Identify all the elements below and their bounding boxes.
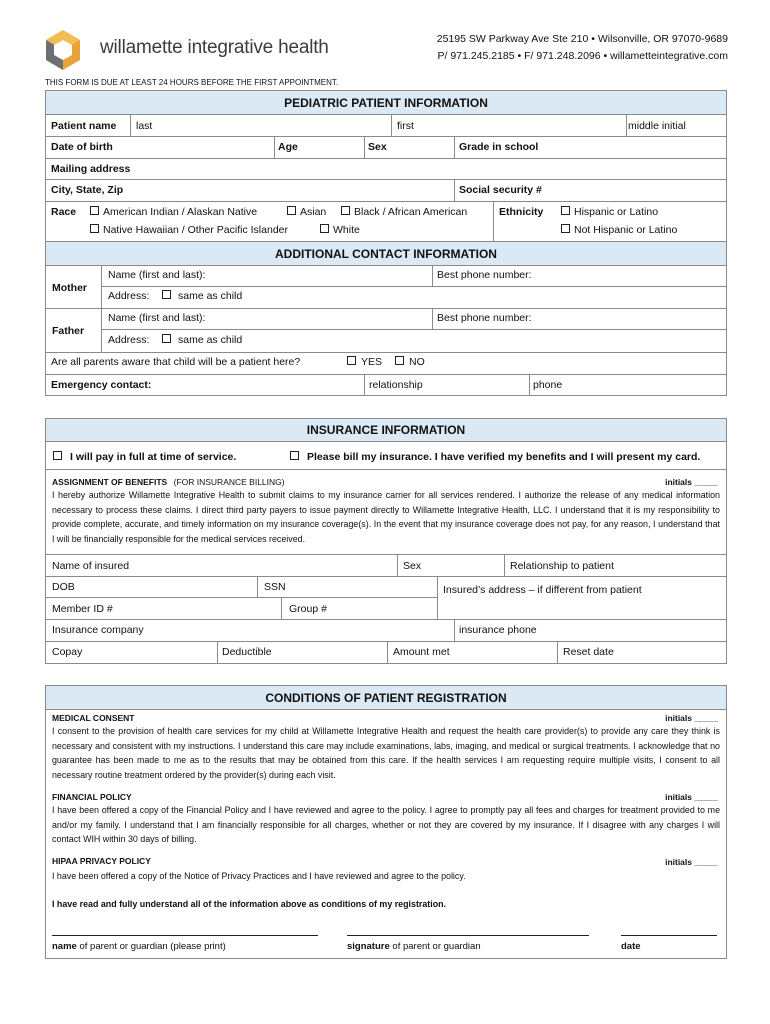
assignment-initials-field[interactable]: initials _____	[665, 477, 718, 487]
race-option: Asian	[300, 206, 327, 218]
member-id-field[interactable]: Member ID #	[52, 603, 113, 615]
father-label: Father	[52, 325, 85, 337]
date-caption: date	[621, 941, 641, 952]
mailing-field[interactable]: Mailing address	[51, 163, 131, 175]
org-contact: P/ 971.245.2185 • F/ 971.248.2096 • willametteintegrative.com	[437, 50, 728, 62]
insured-dob-field[interactable]: DOB	[52, 581, 75, 593]
group-field[interactable]: Group #	[289, 603, 327, 615]
father-address-field[interactable]: Address:	[108, 334, 150, 346]
race-label: Race	[51, 206, 77, 218]
assignment-subtitle: (FOR INSURANCE BILLING)	[173, 477, 285, 487]
father-name-field[interactable]: Name (first and last):	[108, 312, 206, 324]
patient-first-field[interactable]: first	[397, 120, 414, 132]
financial-policy-text: I have been offered a copy of the Financial Policy and I have reviewed and agree to the policy. I agree to promptly pay all fees and charges for treatment provided to me and/or my family. I understand that I am financially responsible for all charges, whether or not they are covered by my insurance. If I disagree with any charges I will contact WIH within 30 days of billing.	[52, 805, 720, 844]
signature-line[interactable]	[347, 935, 589, 936]
mother-address-field[interactable]: Address:	[108, 290, 150, 302]
aware-no-checkbox[interactable]	[395, 356, 404, 365]
race-checkbox[interactable]	[341, 206, 350, 215]
org-address: 25195 SW Parkway Ave Ste 210 • Wilsonville, OR 97070-9689	[436, 33, 728, 45]
grade-field[interactable]: Grade in school	[459, 141, 539, 153]
patient-info-title: PEDIATRIC PATIENT INFORMATION	[46, 91, 726, 115]
race-checkbox[interactable]	[287, 206, 296, 215]
read-statement: I have read and fully understand all of the information above as conditions of my registration.	[52, 899, 447, 909]
city-field[interactable]: City, State, Zip	[51, 184, 124, 196]
print-name-caption	[52, 942, 226, 952]
name-signature-line[interactable]	[52, 935, 318, 936]
race-option: Black / African American	[354, 206, 468, 218]
medical-consent-title: MEDICAL CONSENT	[52, 713, 135, 723]
patient-middle-field[interactable]: middle initial	[628, 120, 686, 132]
copay-field[interactable]: Copay	[52, 646, 83, 658]
race-option: American Indian / Alaskan Native	[103, 206, 258, 218]
logo-icon	[44, 29, 82, 71]
ethnicity-checkbox[interactable]	[561, 206, 570, 215]
parents-aware-question: Are all parents aware that child will be a patient here?	[51, 356, 301, 368]
patient-name-label: Patient name	[51, 120, 117, 132]
financial-initials-field[interactable]: initials _____	[665, 792, 718, 802]
medical-consent-text: I consent to the provision of health care services for my child at Willamette Integrative Health and request the health care provider(s) to provide any care they think is necessary and consistent with my instructions. I understand this care may include examinations, labs, imaging, and medical or surgical treatments. I acknowledge that no guarantee has been made to me as to the results that may be obtained from this care. If the health services I am requesting require multiple visits, I consent to all necessary routine treatment ordered by the provider(s) during each visit.	[52, 726, 720, 780]
deductible-field[interactable]: Deductible	[222, 646, 272, 658]
relationship-to-patient-field[interactable]: Relationship to patient	[510, 560, 614, 572]
mother-same-label: same as child	[178, 290, 243, 302]
patient-info-section	[45, 90, 727, 242]
insured-address-field[interactable]: Insured’s address – if different from patient	[443, 584, 642, 596]
insured-sex-field[interactable]: Sex	[403, 560, 422, 572]
aware-no-label: NO	[409, 356, 425, 368]
father-same-checkbox[interactable]	[162, 334, 171, 343]
insurance-company-field[interactable]: Insurance company	[52, 624, 144, 636]
emergency-relationship-field[interactable]: relationship	[369, 379, 423, 391]
father-same-label: same as child	[178, 334, 243, 346]
bill-insurance-checkbox[interactable]	[290, 451, 299, 460]
ssn-field[interactable]: Social security #	[459, 184, 542, 196]
signature-caption-rest: of parent or guardian	[389, 941, 481, 952]
name-of-insured-field[interactable]: Name of insured	[52, 560, 130, 572]
print-name-caption-bold: name	[52, 941, 77, 952]
hipaa-title: HIPAA PRIVACY POLICY	[52, 856, 151, 866]
aware-yes-checkbox[interactable]	[347, 356, 356, 365]
father-phone-field[interactable]: Best phone number:	[437, 312, 532, 324]
medical-initials-field[interactable]: initials _____	[665, 713, 718, 723]
amount-met-field[interactable]: Amount met	[393, 646, 450, 658]
insured-ssn-field[interactable]: SSN	[264, 581, 286, 593]
hipaa-initials-field[interactable]: initials _____	[665, 857, 718, 867]
org-name: willamette integrative health	[100, 37, 329, 58]
conditions-title: CONDITIONS OF PATIENT REGISTRATION	[46, 686, 726, 710]
ethnicity-label: Ethnicity	[499, 206, 544, 218]
insurance-title: INSURANCE INFORMATION	[46, 419, 726, 442]
pay-full-label: I will pay in full at time of service.	[70, 451, 237, 463]
contact-title: ADDITIONAL CONTACT INFORMATION	[46, 242, 726, 266]
ethnicity-option: Not Hispanic or Latino	[574, 224, 678, 236]
mother-name-field[interactable]: Name (first and last):	[108, 269, 206, 281]
dob-field[interactable]: Date of birth	[51, 141, 113, 153]
mother-same-checkbox[interactable]	[162, 290, 171, 299]
race-option: White	[333, 224, 360, 236]
race-option: Native Hawaiian / Other Pacific Islander	[103, 224, 288, 236]
race-checkbox[interactable]	[90, 224, 99, 233]
ethnicity-option: Hispanic or Latino	[574, 206, 659, 218]
assignment-text: I hereby authorize Willamette Integrative Health to submit claims to my insurance carrier for all services rendered. I authorize the release of any medical information necessary to process these claims. I direct third party payers to issue payment directly to Willamette Integrative Health, LLC. I understand that it is my responsibility to provide complete, accurate, and timely information on my insurance coverage(s). In the event that my insurance coverage does not pay, for any reason, I understand that I will be financially responsible for the medical services received.	[52, 490, 720, 544]
pay-full-checkbox[interactable]	[53, 451, 62, 460]
assignment-title	[52, 478, 285, 487]
insurance-phone-field[interactable]: insurance phone	[459, 624, 537, 636]
mother-phone-field[interactable]: Best phone number:	[437, 269, 532, 281]
reset-date-field[interactable]: Reset date	[563, 646, 614, 658]
print-name-caption-rest: of parent or guardian (please print)	[76, 941, 226, 952]
signature-caption	[347, 942, 481, 952]
race-checkbox[interactable]	[90, 206, 99, 215]
race-checkbox[interactable]	[320, 224, 329, 233]
signature-caption-bold: signature	[347, 941, 390, 952]
aware-yes-label: YES	[361, 356, 383, 368]
hipaa-text: I have been offered a copy of the Notice of Privacy Practices and I have reviewed and agree to the policy.	[52, 871, 466, 881]
mother-label: Mother	[52, 282, 87, 294]
date-signature-line[interactable]	[621, 935, 717, 936]
bill-insurance-label: Please bill my insurance. I have verified my benefits and I will present my card.	[307, 451, 701, 463]
financial-policy-title: FINANCIAL POLICY	[52, 792, 132, 802]
due-notice: THIS FORM IS DUE AT LEAST 24 HOURS BEFORE THE FIRST APPOINTMENT.	[45, 78, 339, 87]
ethnicity-checkbox[interactable]	[561, 224, 570, 233]
assignment-title-bold: ASSIGNMENT OF BENEFITS	[52, 477, 168, 487]
emergency-contact-field[interactable]: Emergency contact:	[51, 379, 152, 391]
age-field[interactable]: Age	[278, 141, 298, 153]
sex-field[interactable]: Sex	[368, 141, 387, 153]
patient-last-field[interactable]: last	[136, 120, 153, 132]
emergency-phone-field[interactable]: phone	[533, 379, 563, 391]
